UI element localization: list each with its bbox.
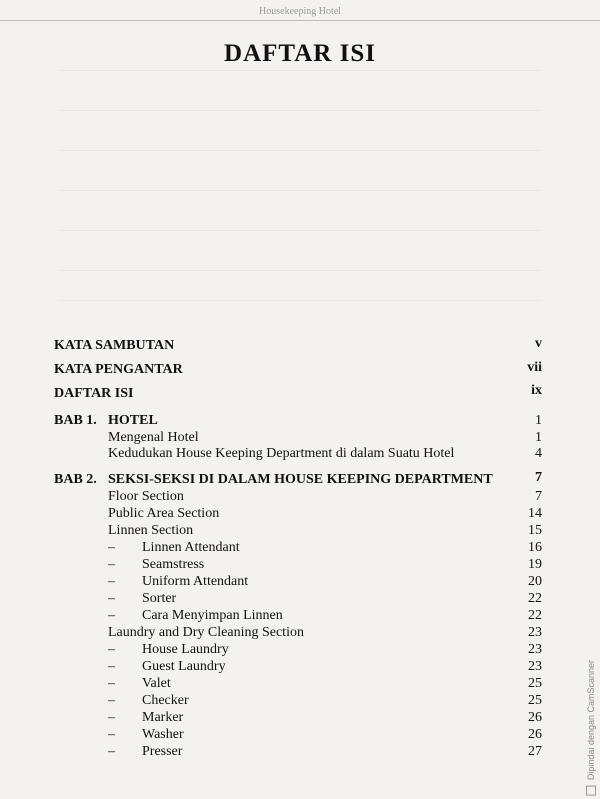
toc-subentry[interactable] (108, 659, 226, 675)
toc-page-number: ix (531, 383, 542, 398)
toc-page-number: 7 (535, 489, 542, 504)
toc-page-number: 23 (528, 642, 542, 657)
toc-page-number: 22 (528, 591, 542, 606)
scanner-logo-icon (586, 786, 596, 796)
dash-mark: – (108, 659, 115, 674)
toc-page-number: 22 (528, 608, 542, 623)
toc-page-number: 25 (528, 676, 542, 691)
chapter-label: BAB 2. (54, 472, 97, 487)
toc-subentry-text: Presser (142, 744, 183, 759)
toc-subentry-text: Guest Laundry (142, 659, 226, 674)
toc-page-number: 19 (528, 557, 542, 572)
dash-mark: – (108, 557, 115, 572)
toc-front-entry[interactable]: KATA PENGANTAR (54, 362, 183, 377)
toc-subentry[interactable] (108, 744, 182, 760)
toc-subentry[interactable] (108, 557, 204, 573)
toc-page-number: 1 (535, 413, 542, 428)
toc-subentry-text: Seamstress (142, 557, 205, 572)
dash-mark: – (108, 540, 115, 555)
toc-subentry-text: Valet (142, 676, 171, 691)
toc-subentry-text: Cara Menyimpan Linnen (142, 608, 283, 623)
toc-subentry-text: House Laundry (142, 642, 229, 657)
dash-mark: – (108, 693, 115, 708)
toc-entry[interactable]: Mengenal Hotel (108, 430, 199, 445)
toc-entry[interactable]: Public Area Section (108, 506, 220, 521)
toc-subentry[interactable] (108, 693, 189, 709)
chapter-title: HOTEL (108, 413, 158, 428)
toc-subentry-text: Checker (142, 693, 189, 708)
toc-subentry-text: Sorter (142, 591, 177, 606)
toc-subentry[interactable] (108, 727, 184, 743)
toc-page-number: 23 (528, 659, 542, 674)
dash-mark: – (108, 744, 115, 759)
toc-page-number: 14 (528, 506, 542, 521)
toc-subentry[interactable] (108, 540, 240, 556)
toc-entry[interactable]: Laundry and Dry Cleaning Section (108, 625, 304, 640)
toc-page-number: 26 (528, 710, 542, 725)
scanner-watermark-text: Dipindai dengan CamScanner (586, 660, 596, 781)
toc-page-number: 15 (528, 523, 542, 538)
toc-subentry[interactable] (108, 574, 248, 590)
dash-mark: – (108, 608, 115, 623)
toc-entry[interactable]: Floor Section (108, 489, 184, 504)
toc-front-entry[interactable]: KATA SAMBUTAN (54, 338, 175, 353)
toc-page-number: 27 (528, 744, 542, 759)
toc-subentry[interactable] (108, 608, 283, 624)
toc-subentry-text: Uniform Attendant (142, 574, 249, 589)
dash-mark: – (108, 676, 115, 691)
toc-subentry[interactable] (108, 676, 171, 692)
toc-page-number: 26 (528, 727, 542, 742)
toc-subentry-text: Linnen Attendant (142, 540, 240, 555)
toc-front-entry[interactable]: DAFTAR ISI (54, 386, 134, 401)
toc-subentry[interactable] (108, 591, 176, 607)
running-head: Housekeeping Hotel (0, 6, 600, 21)
dash-mark: – (108, 591, 115, 606)
scanner-watermark (586, 660, 596, 796)
toc-page-number: vii (527, 360, 542, 375)
toc-page-number: 7 (535, 470, 542, 485)
toc-entry[interactable]: Linnen Section (108, 523, 194, 538)
toc-subentry[interactable] (108, 710, 183, 726)
toc-page-number: 1 (535, 430, 542, 445)
chapter-label: BAB 1. (54, 413, 97, 428)
chapter-heading[interactable] (54, 413, 158, 429)
toc-page-number: 4 (535, 446, 542, 461)
toc-page-number: 23 (528, 625, 542, 640)
dash-mark: – (108, 727, 115, 742)
toc-subentry-text: Marker (142, 710, 184, 725)
toc-subentry[interactable] (108, 642, 229, 658)
dash-mark: – (108, 574, 115, 589)
page-title: DAFTAR ISI (224, 40, 376, 67)
chapter-title: SEKSI-SEKSI DI DALAM HOUSE KEEPING DEPARTMENT (108, 472, 493, 487)
toc-subentry-text: Washer (142, 727, 184, 742)
toc-entry[interactable]: Kedudukan House Keeping Department di dalam Suatu Hotel (108, 446, 455, 461)
toc-page-number: 25 (528, 693, 542, 708)
dash-mark: – (108, 642, 115, 657)
toc-page-number: 16 (528, 540, 542, 555)
chapter-heading[interactable] (54, 472, 493, 488)
toc-page-number: v (535, 336, 542, 351)
toc-page-number: 20 (528, 574, 542, 589)
dash-mark: – (108, 710, 115, 725)
